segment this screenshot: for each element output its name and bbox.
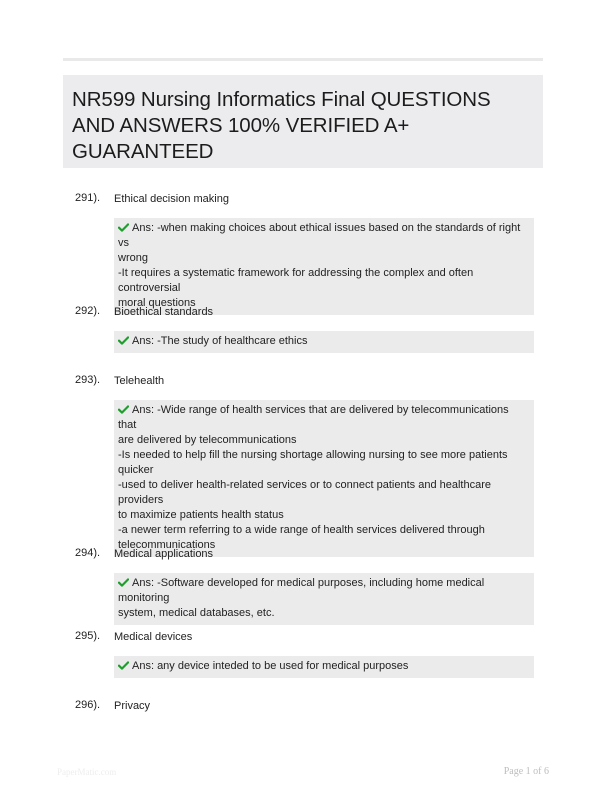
- answer-line: -Is needed to help fill the nursing shortage allowing nursing to see more patients: [118, 449, 508, 461]
- answer-line: -used to deliver health-related services or to connect patients and healthcare providers: [118, 479, 491, 506]
- answer-line: wrong: [118, 252, 148, 264]
- title-box: [63, 75, 543, 168]
- question-row: [0, 192, 606, 208]
- answer-line: to maximize patients health status: [118, 509, 284, 521]
- question-row: [0, 630, 606, 646]
- answer-box: [114, 400, 534, 557]
- answer-box: [114, 331, 534, 353]
- answer-line: quicker: [118, 464, 154, 476]
- watermark: PaperMatic.com: [57, 767, 117, 777]
- question-text: Ethical decision making: [114, 193, 229, 205]
- check-icon: [118, 223, 129, 232]
- answer-line: -a newer term referring to a wide range of health services delivered through: [118, 524, 485, 536]
- answer-line: Ans: -Software developed for medical purposes, including home medical monitoring: [118, 577, 485, 604]
- answer-line: telecommunications: [118, 539, 216, 551]
- question-number: 296).: [75, 699, 101, 711]
- question-row: [0, 374, 606, 390]
- check-icon: [118, 405, 129, 414]
- answer-line: Ans: -Wide range of health services that are delivered by telecommunications that: [118, 404, 509, 431]
- question-text: Medical applications: [114, 548, 214, 560]
- top-rule: [63, 58, 543, 61]
- answer-line: -It requires a systematic framework for addressing the complex and often controversial: [118, 267, 474, 294]
- document-title: NR599 Nursing Informatics Final QUESTIONS AND ANSWERS 100% VERIFIED A+ GUARANTEED: [72, 88, 491, 163]
- page-number: Page 1 of 6: [503, 766, 549, 777]
- question-text: Medical devices: [114, 631, 193, 643]
- answer-line: Ans: -The study of healthcare ethics: [118, 334, 529, 349]
- question-number: 293).: [75, 374, 101, 386]
- check-icon: [118, 578, 129, 587]
- check-icon: [118, 661, 129, 670]
- question-number: 292).: [75, 305, 101, 317]
- answer-line: system, medical databases, etc.: [118, 607, 275, 619]
- answer-line: are delivered by telecommunications: [118, 434, 297, 446]
- question-row: [0, 699, 606, 715]
- answer-line: moral questions: [118, 297, 196, 309]
- question-text: Privacy: [114, 700, 151, 712]
- question-number: 294).: [75, 547, 101, 559]
- question-row: [0, 305, 606, 321]
- answer-line: Ans: any device inteded to be used for medical purposes: [118, 659, 529, 674]
- answer-box: [114, 573, 534, 625]
- question-text: Bioethical standards: [114, 306, 214, 318]
- answer-box: [114, 218, 534, 315]
- question-text: Telehealth: [114, 375, 165, 387]
- question-number: 291).: [75, 192, 101, 204]
- question-row: [0, 547, 606, 563]
- question-number: 295).: [75, 630, 101, 642]
- answer-line: Ans: -when making choices about ethical issues based on the standards of right vs: [118, 222, 521, 249]
- check-icon: [118, 336, 129, 345]
- answer-box: [114, 656, 534, 678]
